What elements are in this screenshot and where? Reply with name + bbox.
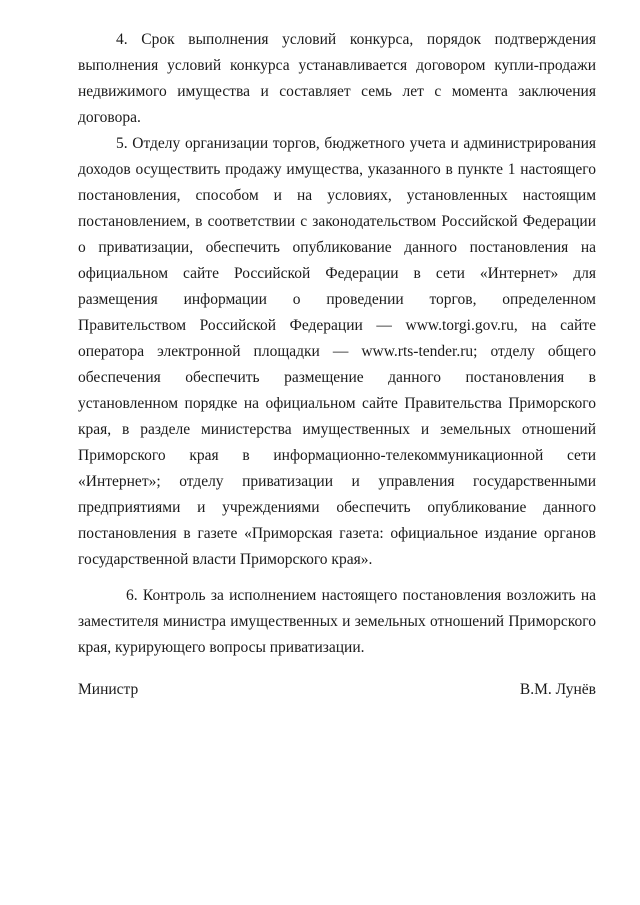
paragraph-item-4: 4. Срок выполнения условий конкурса, порядок подтверждения выполнения условий конкурса устанавливается договором купли-продажи недвижимого имущества и составляет семь лет с момента заключения договора. xyxy=(78,31,596,126)
signer-name: В.М. Лунёв xyxy=(519,681,596,698)
signature-block xyxy=(78,677,596,703)
document-body xyxy=(78,27,596,661)
paragraph-item-6: 6. Контроль за исполнением настоящего постановления возложить на заместителя министра имущественных и земельных отношений Приморского края, курирующего вопросы приватизации. xyxy=(78,587,596,656)
paragraph-item-5: 5. Отделу организации торгов, бюджетного учета и администрирования доходов осуществить продажу имущества, указанного в пункте 1 настоящего постановления, способом и на условиях, установленных настоящим постановлением, в соответствии с законодательством Российской Федерации о приватизации, обеспечить опубликование данного постановления на официальном сайте Российской Федерации в сети «Интернет» для размещения информации о проведении торгов, определенном Правительством Российской Федерации — www.torgi.gov.ru, на сайте оператора электронной площадки — www.rts-tender.ru; отделу общего обеспечения обеспечить размещение данного постановления в установленном порядке на официальном сайте Правительства Приморского края, в разделе министерства имущественных и земельных отношений Приморского края в информационно-телекоммуникационной сети «Интернет»; отделу приватизации и управления государственными предприятиями и учреждениями обеспечить опубликование данного постановления в газете «Приморская газета: официальное издание органов государственной власти Приморского края». xyxy=(78,135,596,568)
signer-position: Министр xyxy=(78,681,139,698)
